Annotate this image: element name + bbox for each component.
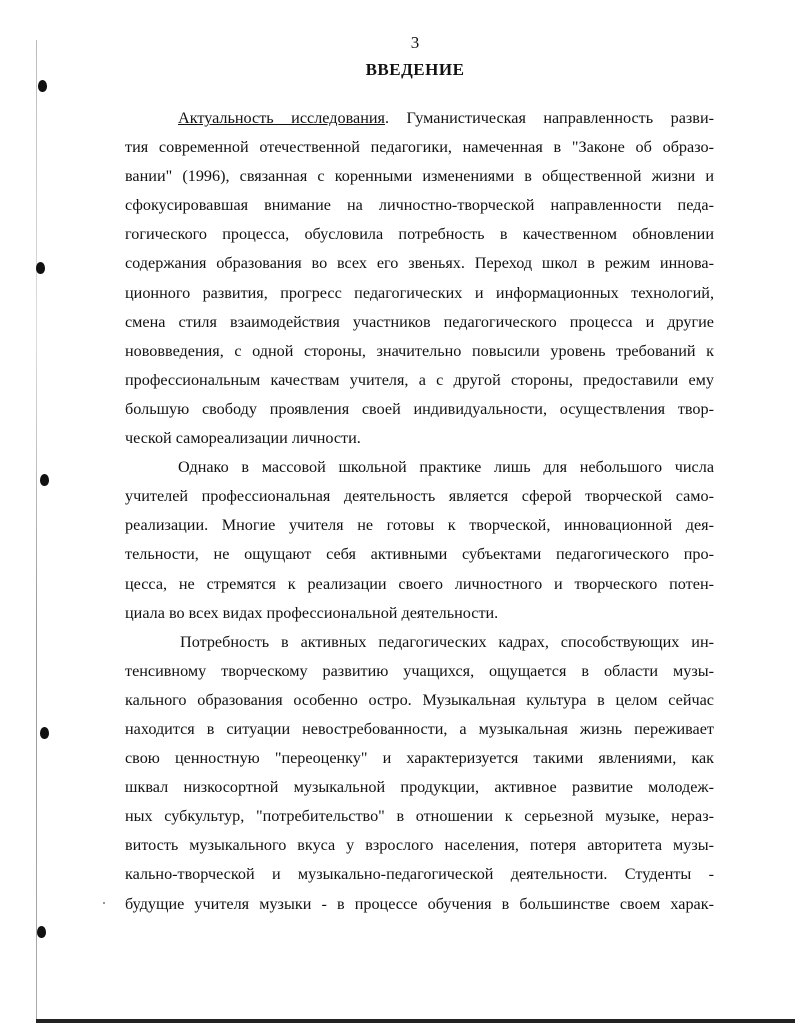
- paragraph-1-line: содержания образования во всех его звеньях. Переход школ в режим иннова-: [125, 254, 714, 273]
- paragraph-2-line: Однако в массовой школьной практике лишь для небольшого числа: [178, 458, 714, 477]
- paragraph-3-line: кально-творческой и музыкально-педагогической деятельности. Студенты -: [125, 865, 714, 884]
- paragraph-3-line: Потребность в активных педагогических кадрах, способствующих ин-: [180, 632, 714, 651]
- body-text: [125, 104, 714, 919]
- paragraph-1-line: тия современной отечественной педагогики, намеченная в "Законе об образо-: [125, 138, 714, 157]
- scan-bottom-edge: [36, 1019, 795, 1023]
- paragraph-1-line: профессиональным качествам учителя, а с другой стороны, предоставили ему: [125, 370, 714, 389]
- paragraph-1-line: ционного развития, прогресс педагогических и информационных технологий,: [125, 283, 714, 302]
- paragraph-2-line: реализации. Многие учителя не готовы к творческой, инновационной дея-: [125, 516, 714, 535]
- paragraph-1-line: большую свободу проявления своей индивидуальности, осуществления твор-: [125, 399, 714, 418]
- scan-speck: [103, 902, 105, 904]
- paragraph-1-line: нововведения, с одной стороны, значительно повысили уровень требований к: [125, 341, 714, 360]
- paragraph-1-line: сфокусировавшая внимание на личностно-творческой направленности педа-: [125, 196, 714, 215]
- paragraph-1-lead-rest: . Гуманистическая направленность разви-: [384, 109, 715, 127]
- paragraph-1-line: гогического процесса, обусловила потребность в качественном обновлении: [125, 225, 714, 244]
- binding-hole-mark: [37, 926, 46, 938]
- paragraph-3-line: шквал низкосортной музыкальной продукции, активное развитие молодеж-: [125, 778, 714, 797]
- binding-hole-mark: [40, 474, 49, 486]
- paragraph-3-line: ных субкультур, "потребительство" в отношении к серьезной музыке, нераз-: [125, 807, 714, 826]
- section-lead-label: Актуальность исследования: [178, 109, 385, 127]
- paragraph-3-line: кального образования особенно остро. Музыкальная культура в целом сейчас: [125, 690, 714, 709]
- paragraph-2-line: циала во всех видах профессиональной деятельности.: [125, 603, 499, 622]
- paragraph-3-line: находится в ситуации невостребованности, а музыкальная жизнь переживает: [125, 719, 714, 738]
- paragraph-1-line: вании" (1996), связанная с коренными изменениями в общественной жизни и: [125, 167, 714, 186]
- paragraph-3-line: витость музыкального вкуса у взрослого населения, потеря авторитета музы-: [125, 836, 714, 855]
- paragraph-2-line: цесса, не стремятся к реализации своего личностного и творческого потен-: [125, 574, 714, 593]
- binding-hole-mark: [40, 727, 49, 739]
- paragraph-3-line: будущие учителя музыки - в процессе обучения в большинстве своем харак-: [125, 894, 714, 913]
- paragraph-2-line: учителей профессиональная деятельность является сферой творческой само-: [125, 487, 714, 506]
- scan-margin-line: [36, 40, 37, 1020]
- binding-hole-mark: [36, 262, 45, 274]
- paragraph-1-line: смена стиля взаимодействия участников педагогического процесса и другие: [125, 312, 714, 331]
- page-number: 3: [410, 33, 420, 52]
- paragraph-3-line: тенсивному творческому развитию учащихся, ощущается в области музы-: [125, 661, 714, 680]
- paragraph-1-line: ческой самореализации личности.: [125, 429, 361, 448]
- binding-hole-mark: [38, 80, 47, 92]
- paragraph-2-line: тельности, не ощущают себя активными субъектами педагогического про-: [125, 545, 714, 564]
- page-title: ВВЕДЕНИЕ: [365, 60, 465, 79]
- paragraph-3-line: свою ценностную "переоценку" и характеризуется такими явлениями, как: [125, 749, 714, 768]
- paragraph-1-line-1: [125, 104, 714, 133]
